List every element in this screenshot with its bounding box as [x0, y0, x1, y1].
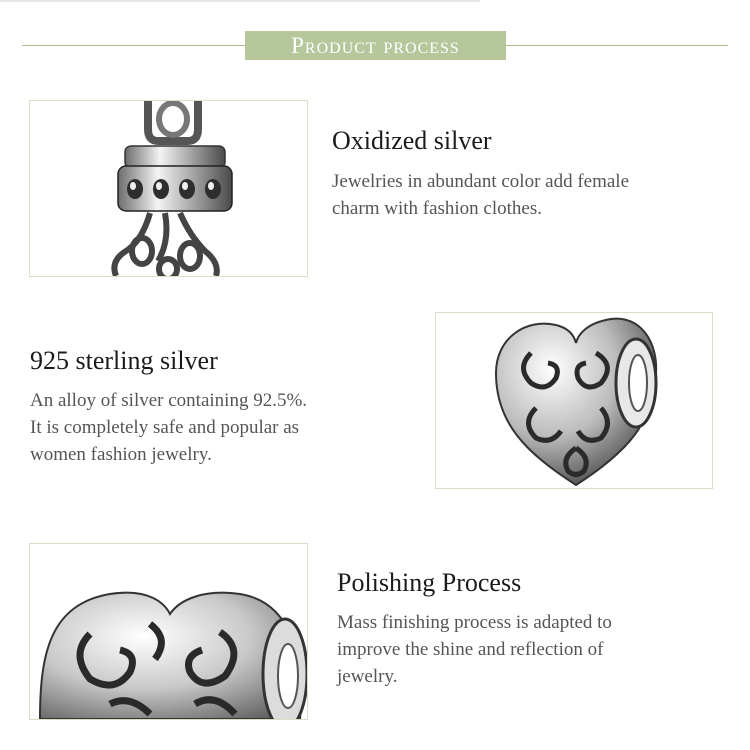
desc-line: Jewelries in abundant color add female: [332, 171, 630, 192]
section-title-polishing: Polishing Process: [337, 568, 522, 597]
desc-line: jewelry.: [337, 666, 398, 687]
section-title-oxidized: Oxidized silver: [332, 126, 492, 155]
desc-line: It is completely safe and popular as: [30, 417, 300, 438]
desc-line: women fashion jewelry.: [30, 444, 212, 465]
desc-line: improve the shine and reflection of: [337, 639, 604, 660]
desc-line: An alloy of silver containing 92.5%.: [30, 390, 308, 411]
header-rule-left: [22, 45, 246, 46]
top-divider: [0, 0, 480, 2]
heart-charm-photo: [435, 312, 713, 489]
section-desc-sterling: [30, 387, 307, 468]
chain-clasp-photo: [29, 100, 308, 277]
section-header: Product process: [245, 31, 506, 60]
section-title-sterling: 925 sterling silver: [30, 346, 218, 375]
desc-line: Mass finishing process is adapted to: [337, 612, 612, 633]
desc-line: charm with fashion clothes.: [332, 198, 543, 219]
heart-charm-closeup-photo: [29, 543, 308, 720]
section-desc-oxidized: [332, 168, 629, 222]
section-desc-polishing: [337, 609, 612, 690]
header-rule-right: [506, 45, 728, 46]
